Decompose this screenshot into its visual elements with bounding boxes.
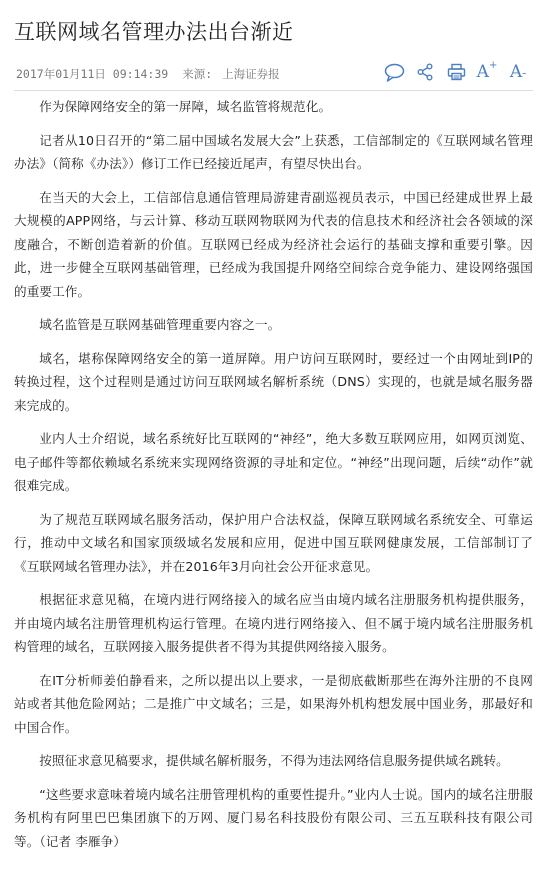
article-meta [14, 66, 280, 82]
article-paragraph: 记者从10日召开的“第二届中国域名发展大会”上获悉，工信部制定的《互联网域名管理办法》（简称《办法》）修订工作已经接近尾声，有望尽快出台。 [14, 132, 533, 171]
article-toolbar [383, 61, 529, 83]
font-decrease-icon: A- [509, 62, 527, 82]
article-paragraph: 按照征求意见稿要求，提供域名解析服务，不得为违法网络信息服务提供域名跳转。 [39, 753, 509, 768]
font-decrease-button[interactable] [507, 61, 529, 83]
article-paragraph: “这些要求意味着境内域名注册管理机构的重要性提升。”业内人士说。国内的域名注册服务机构有阿里巴巴集团旗下的万网、厦门易名科技股份有限公司、三五互联科技有限公司等。（记者 李雁争） [14, 786, 533, 849]
comment-icon [384, 63, 405, 82]
comment-button[interactable] [383, 61, 405, 83]
source-label: 来源: [182, 67, 213, 81]
share-icon [416, 63, 434, 81]
font-increase-button[interactable] [476, 61, 498, 83]
share-button[interactable] [414, 61, 436, 83]
article-title: 互联网域名管理办法出台渐近 [14, 20, 294, 44]
article-paragraph: 为了规范互联网域名服务活动，保护用户合法权益，保障互联网域名系统安全、可靠运行，推动中文域名和国家顶级域名发展和应用，促进中国互联网健康发展，工信部制订了《互联网域名管理办法》，并在2016年3月向社会公开征求意见。 [14, 511, 533, 574]
article-paragraph: 业内人士介绍说，域名系统好比互联网的“神经”，绝大多数互联网应用，如网页浏览、电子邮件等都依赖域名系统来实现网络资源的寻址和定位。“神经”出现问题，后续“动作”就很难完成。 [14, 431, 533, 493]
article-paragraph: 作为保障网络安全的第一屏障，域名监管将规范化。 [39, 99, 332, 114]
article-paragraph: 在当天的大会上，工信部信息通信管理局游建青副巡视员表示，中国已经建成世界上最大规模的APP网络，与云计算、移动互联网物联网为代表的信息技术和经济社会各领域的深度融合，不断创造着新的价值。互联网已经成为经济社会运行的基础支撑和重要引擎。因此，进一步健全互联网基础管理，已经成为我国提升网络空间综合竞争能力、建设网络强国的重要工作。 [14, 189, 533, 299]
article-body [14, 91, 533, 853]
source-name: 上海证券报 [222, 67, 280, 81]
publish-datetime: 2017年01月11日 09:14:39 [16, 67, 169, 81]
article-meta-bar [14, 58, 533, 91]
print-icon [447, 63, 466, 81]
article-paragraph: 在IT分析师姜伯静看来，之所以提出以上要求，一是彻底截断那些在海外注册的不良网站或者其他危险网站；二是推广中文域名；三是，如果海外机构想发展中国业务，那最好和中国合作。 [14, 672, 533, 735]
article-source [182, 66, 279, 82]
article-paragraph: 根据征求意见稿，在境内进行网络接入的域名应当由境内域名注册服务机构提供服务，并由境内域名注册管理机构运行管理。在境内进行网络接入、但不属于境内域名注册服务机构管理的域名，互联网接入服务提供者不得为其提供网络接入服务。 [14, 592, 533, 654]
article-paragraph: 域名，堪称保障网络安全的第一道屏障。用户访问互联网时，要经过一个由网址到IP的转换过程，这个过程则是通过访问互联网域名解析系统（DNS）实现的，也就是域名服务器来完成的。 [14, 350, 533, 413]
print-button[interactable] [445, 61, 467, 83]
article-paragraph: 域名监管是互联网基础管理重要内容之一。 [39, 317, 281, 332]
font-increase-icon: A+ [476, 60, 498, 82]
